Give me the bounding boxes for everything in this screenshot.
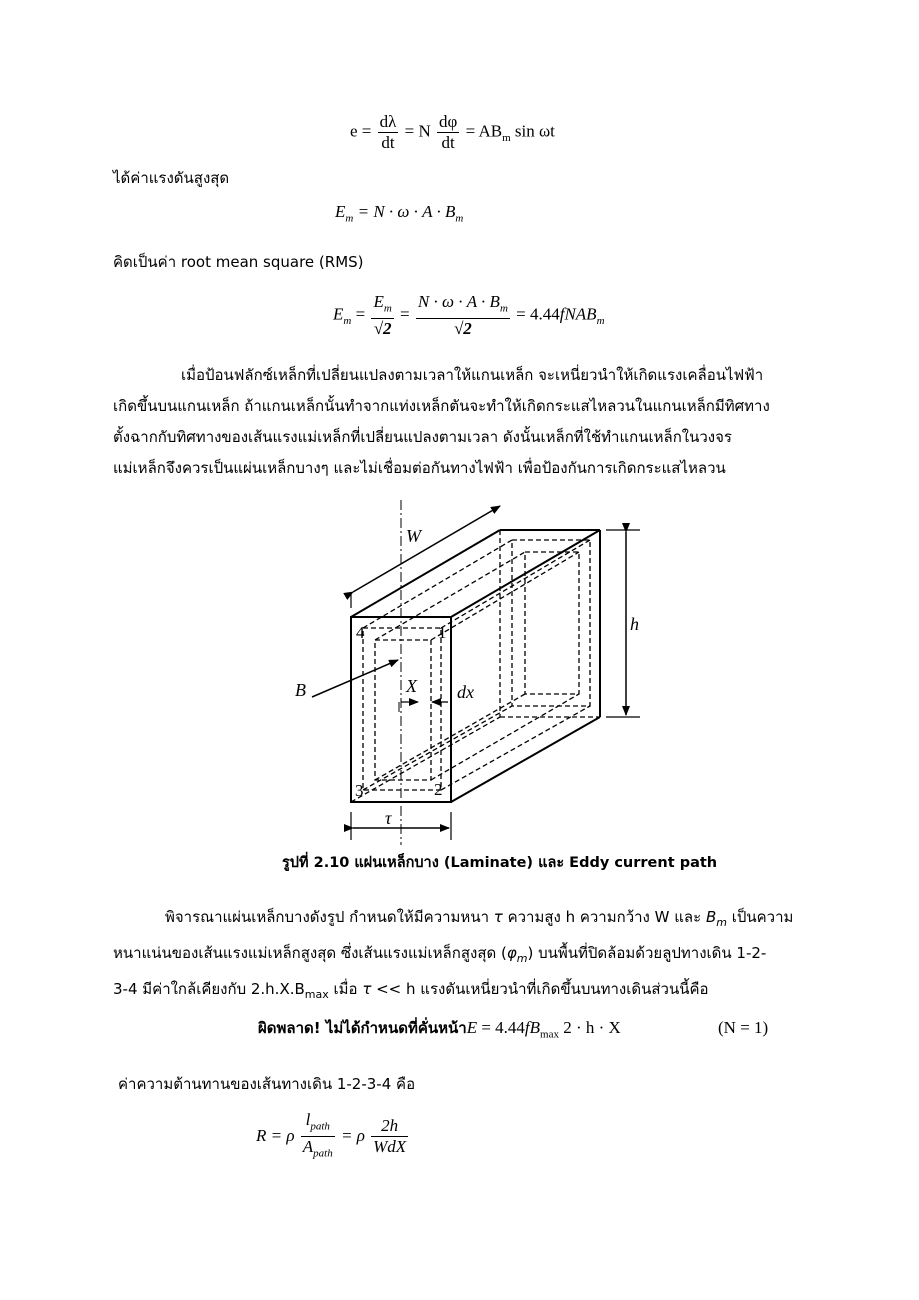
paragraph-line: เมื่อป้อนฟลักซ์เหล็กที่เปลี่ยนแปลงตามเวลาให้แกนเหล็ก จะเหนี่ยวนำให้เกิดแรงเคลื่อนไฟฟ้า [181,366,764,384]
equation-induced-voltage: ผิดพลาด! ไม่ได้กำหนดที่คั่นหน้า$E = 4.44fB_{max}$ 2 · h · X [258,1018,621,1041]
label-w: W [406,526,421,546]
paragraph-eddy-intro [113,360,813,484]
label-b: B [295,680,306,700]
label-x: X [406,676,417,696]
laminate-figure [280,495,660,845]
paragraph-line: เกิดขึ้นบนแกนเหล็ก ถ้าแกนเหล็กนั้นทำจากแท่งเหล็กตันจะทำให้เกิดกระแสไหลวนในแกนเหล็กมีทิศทาง [113,397,770,415]
equation-em: $E_m = N \cdot \omega \cdot A \cdot B_m$ [335,202,464,225]
paragraph-laminate [113,902,813,1010]
figure-caption: รูปที่ 2.10 แผ่นเหล็กบาง (Laminate) และ Eddy current path [282,855,718,871]
paragraph-line: 3-4 มีค่าใกล้เคียงกับ $2.h.X.B_{max}$ เมื่อ τ << h แรงดันเหนี่ยวนำที่เกิดขึ้นบนทางเดินส่วนนี้คือ [113,980,709,1001]
paragraph-line: แม่เหล็กจึงควรเป็นแผ่นเหล็กบางๆ และไม่เชื่อมต่อกันทางไฟฟ้า เพื่อป้องกันการเกิดกระแสไหลวน [113,459,726,477]
equation-emf: e = $\frac{d\lambda}{dt}$ = N $\frac{d\varphi}{dt}$ = $AB_m$ sin ωt [350,112,555,152]
paragraph-line: ตั้งฉากกับทิศทางของเส้นแรงแม่เหล็กที่เปลี่ยนแปลงตามเวลา ดังนั้นเหล็กที่ใช้ทำแกนเหล็กในวงจร [113,428,732,446]
text-resistance: ค่าความต้านทานของเส้นทางเดิน 1-2-3-4 คือ [118,1075,416,1093]
label-dx: dx [457,682,474,702]
label-corner-1: 1 [438,623,447,642]
paragraph-line: พิจารณาแผ่นเหล็กบางดังรูป กำหนดให้มีความหนา τ ความสูง h ความกว้าง W และ $B_m$ เป็นความ [165,908,794,929]
text-max-voltage: ได้ค่าแรงดันสูงสุด [113,169,230,187]
equation-rms: $E_m$ = $\frac{E_m}{√2}$ = $\frac{N \cdot \omega \cdot A \cdot B_m}{√2}$ = 4.44fNAB$_m$ [333,292,605,339]
label-tau: τ [385,808,392,828]
text-rms: คิดเป็นค่า root mean square (RMS) [113,253,364,271]
equation-tag: (N = 1) [718,1018,769,1037]
label-corner-3: 3 [355,781,364,800]
b-field-arrow [312,660,398,697]
equation-resistance: R = ρ $\frac{l_{path}}{A_{path}}$ = ρ $\frac{2h}{\text{WdX}}$ [256,1110,407,1160]
label-corner-4: 4 [356,623,365,642]
label-h: h [630,614,639,634]
paragraph-line: หนาแน่นของเส้นแรงแม่เหล็กสูงสุด ซึ่งเส้นแรงแม่เหล็กสูงสุด $(\varphi_m)$ บนพื้นที่ปิดล้อมด้วยลูปทางเดิน 1-2- [113,944,767,965]
width-arrow [353,506,500,592]
bookmark-error: ผิดพลาด! ไม่ได้กำหนดที่คั่นหน้า [258,1019,467,1037]
label-corner-2: 2 [434,780,443,799]
